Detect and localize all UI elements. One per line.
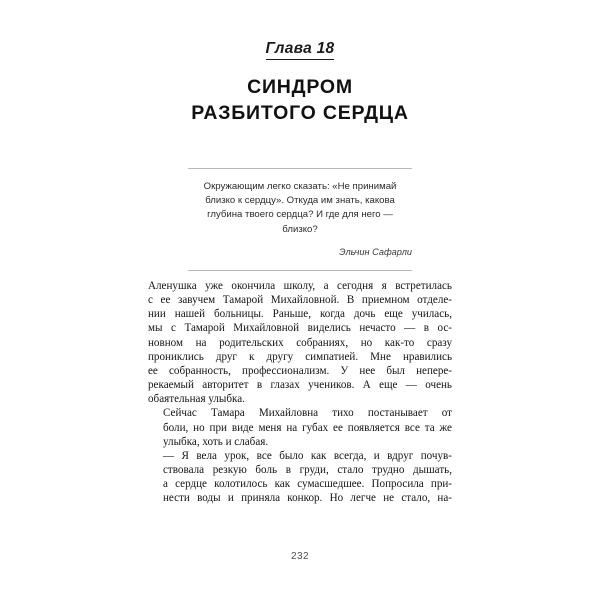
epigraph-line-2: близко к сердцу». Откуда им знать, какова — [205, 195, 395, 207]
page-number: 232 — [291, 551, 309, 562]
text-line: обаятельная улыбка. — [148, 393, 245, 406]
body-text — [148, 279, 452, 506]
text-line: с ее завучем Тамарой Михайловной. В приемном отделе- — [148, 294, 452, 307]
text-line: нии нашей больницы. Раньше, когда дочь еще училась, — [148, 308, 452, 321]
epigraph-block — [188, 168, 412, 271]
chapter-title-line-1: СИНДРОМ — [247, 76, 353, 98]
paragraph — [148, 279, 452, 406]
epigraph-rule-bottom — [188, 270, 412, 271]
text-line: — Я вела урок, все было как всегда, и вдруг почув- — [163, 449, 452, 462]
text-line: ствовала резкую боль в груди, стало трудно дышать, — [163, 464, 452, 477]
paragraph — [148, 406, 452, 448]
text-line: Сейчас Тамара Михайловна тихо постанывает от — [163, 407, 452, 420]
epigraph-line-4: близко? — [282, 223, 318, 235]
chapter-label — [0, 40, 600, 60]
text-line: Аленушка уже окончила школу, а сегодня я встретилась — [148, 280, 452, 292]
epigraph-line-3: глубина твоего сердца? И где для него — — [207, 209, 393, 221]
epigraph-text — [188, 180, 412, 237]
chapter-label-text: Глава 18 — [266, 40, 335, 60]
paragraph — [148, 449, 452, 506]
text-line: рекаемый авторитет в глазах учеников. А еще — очень — [148, 379, 452, 392]
epigraph-author: Эльчин Сафарли — [339, 246, 412, 257]
page-title — [60, 74, 540, 126]
text-line: боли, но при виде меня на губах ее появляется все та же — [163, 421, 452, 434]
text-line: а сердце колотилось как сумасшедшее. Попросила при- — [163, 478, 452, 491]
epigraph-line-1: Окружающим легко сказать: «Не принимай — [203, 181, 397, 192]
text-line: ее собранность, профессионализм. У нее был непере- — [148, 364, 452, 377]
text-line: мы с Тамарой Михайловной виделись нечасто — в ос- — [148, 322, 452, 335]
text-line: улыбка, хоть и слабая. — [163, 435, 269, 448]
text-line: новном на родительских собраниях, но как-то сразу — [148, 336, 452, 349]
chapter-title-line-2: РАЗБИТОГО СЕРДЦА — [191, 102, 409, 124]
epigraph-rule-top — [188, 168, 412, 169]
text-line: нести воды и приняла конкор. Но легче не стало, на- — [163, 492, 452, 505]
text-line: прониклись друг к другу симпатией. Мне нравились — [148, 350, 452, 363]
